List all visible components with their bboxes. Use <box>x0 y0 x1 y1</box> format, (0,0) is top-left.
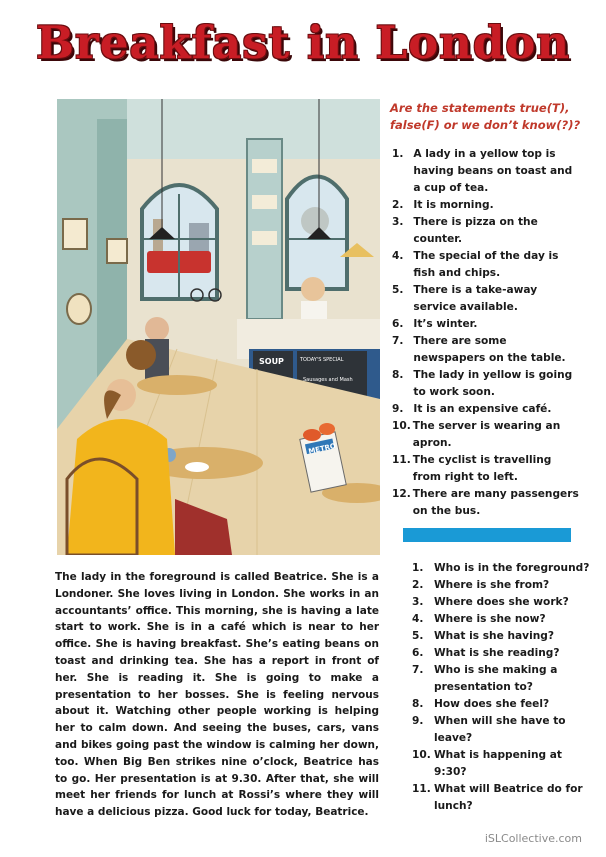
question-item <box>412 662 592 696</box>
question-text: What is she reading? <box>434 647 560 659</box>
statement-number: 9. <box>392 403 404 415</box>
question-number: 10. <box>412 749 431 761</box>
statement-number: 3. <box>392 216 404 228</box>
special-board-title: TODAY'S SPECIAL <box>300 357 344 363</box>
question-text: Where is she from? <box>434 579 550 591</box>
section-divider-bar <box>403 528 571 542</box>
statement-item <box>392 401 582 418</box>
special-board-item1: Sausages and Mash <box>303 377 353 383</box>
statement-number: 12. <box>392 488 411 500</box>
statement-item <box>392 282 582 316</box>
soup-board-title: SOUP <box>259 357 284 366</box>
statement-text: There is pizza on the counter. <box>413 216 538 245</box>
statement-text: It’s winter. <box>413 318 478 330</box>
statement-item <box>392 248 582 282</box>
question-item <box>412 594 592 611</box>
cafe-scene-image <box>57 99 380 555</box>
question-number: 4. <box>412 613 424 625</box>
statement-text: The lady in yellow is going to work soon. <box>413 369 573 398</box>
statement-number: 5. <box>392 284 404 296</box>
footer-watermark: iSLCollective.com <box>484 832 582 845</box>
question-number: 8. <box>412 698 424 710</box>
statement-item <box>392 367 582 401</box>
worksheet-title: Breakfast in London <box>35 16 571 69</box>
question-text: What is she having? <box>434 630 554 642</box>
question-number: 9. <box>412 715 424 727</box>
statement-item <box>392 146 582 197</box>
question-number: 3. <box>412 596 424 608</box>
question-item <box>412 645 592 662</box>
question-number: 2. <box>412 579 424 591</box>
question-text: When will she have to leave? <box>434 715 566 744</box>
true-false-heading: Are the statements true(T), false(F) or we don’t know(?)? <box>390 101 581 132</box>
statement-item <box>392 197 582 214</box>
statement-text: It is an expensive café. <box>413 403 552 415</box>
question-item <box>412 611 592 628</box>
question-number: 1. <box>412 562 424 574</box>
statement-number: 11. <box>392 454 411 466</box>
statement-item <box>392 452 582 486</box>
question-text: How does she feel? <box>434 698 550 710</box>
reading-passage: The lady in the foreground is called Beatrice. She is a Londoner. She loves living in London. She works in an accountants’ office. This morning, she is having a late start to work. She is in a café which is near to her office. She is having breakfast. She’s eating beans on toast and drinking tea. She has a report in front of her. She is reading it. She is going to make a presentation to her bosses. She is feeling nervous about it. Watching other people working is helping her to calm down. And seeing the buses, cars, vans and bikes going past the window is calming her down, too. When Big Ben strikes nine o’clock, Beatrice has to go. Her presentation is at 9.30. After that, she will meet her friends for lunch at Rossi’s where they will have a delicious pizza. Good luck for today, Beatrice. <box>55 571 379 819</box>
question-number: 7. <box>412 664 424 676</box>
true-false-statements <box>392 146 582 520</box>
question-number: 11. <box>412 783 431 795</box>
statement-text: The cyclist is travelling from right to left. <box>412 454 552 483</box>
statement-item <box>392 418 582 452</box>
cafe-illustration <box>57 99 380 555</box>
statement-item <box>392 486 582 520</box>
question-item <box>412 577 592 594</box>
question-item <box>412 696 592 713</box>
statement-number: 2. <box>392 199 404 211</box>
question-item <box>412 628 592 645</box>
statement-text: There are many passengers on the bus. <box>412 488 579 517</box>
statement-item <box>392 333 582 367</box>
question-text: Where does she work? <box>434 596 569 608</box>
statement-text: It is morning. <box>413 199 494 211</box>
statement-number: 4. <box>392 250 404 262</box>
question-text: Who is in the foreground? <box>434 562 590 574</box>
statement-text: The special of the day is fish and chips. <box>413 250 559 279</box>
statement-item <box>392 316 582 333</box>
question-text: Who is she making a presentation to? <box>434 664 558 693</box>
question-number: 5. <box>412 630 424 642</box>
statement-number: 8. <box>392 369 404 381</box>
question-text: What will Beatrice do for lunch? <box>434 783 583 812</box>
statement-number: 10. <box>392 420 411 432</box>
question-item <box>412 713 592 747</box>
statement-text: A lady in a yellow top is having beans on toast and a cup of tea. <box>413 148 573 194</box>
statement-text: There are some newspapers on the table. <box>413 335 566 364</box>
statement-number: 6. <box>392 318 404 330</box>
statement-number: 7. <box>392 335 404 347</box>
statement-text: The server is wearing an apron. <box>412 420 561 449</box>
question-text: What is happening at 9:30? <box>434 749 562 778</box>
question-item <box>412 747 592 781</box>
newspaper-masthead: METRO <box>307 442 337 456</box>
question-item <box>412 781 592 815</box>
question-number: 6. <box>412 647 424 659</box>
comprehension-questions <box>412 560 592 815</box>
statement-text: There is a take-away service available. <box>413 284 538 313</box>
statement-number: 1. <box>392 148 404 160</box>
question-text: Where is she now? <box>434 613 546 625</box>
question-item <box>412 560 592 577</box>
statement-item <box>392 214 582 248</box>
